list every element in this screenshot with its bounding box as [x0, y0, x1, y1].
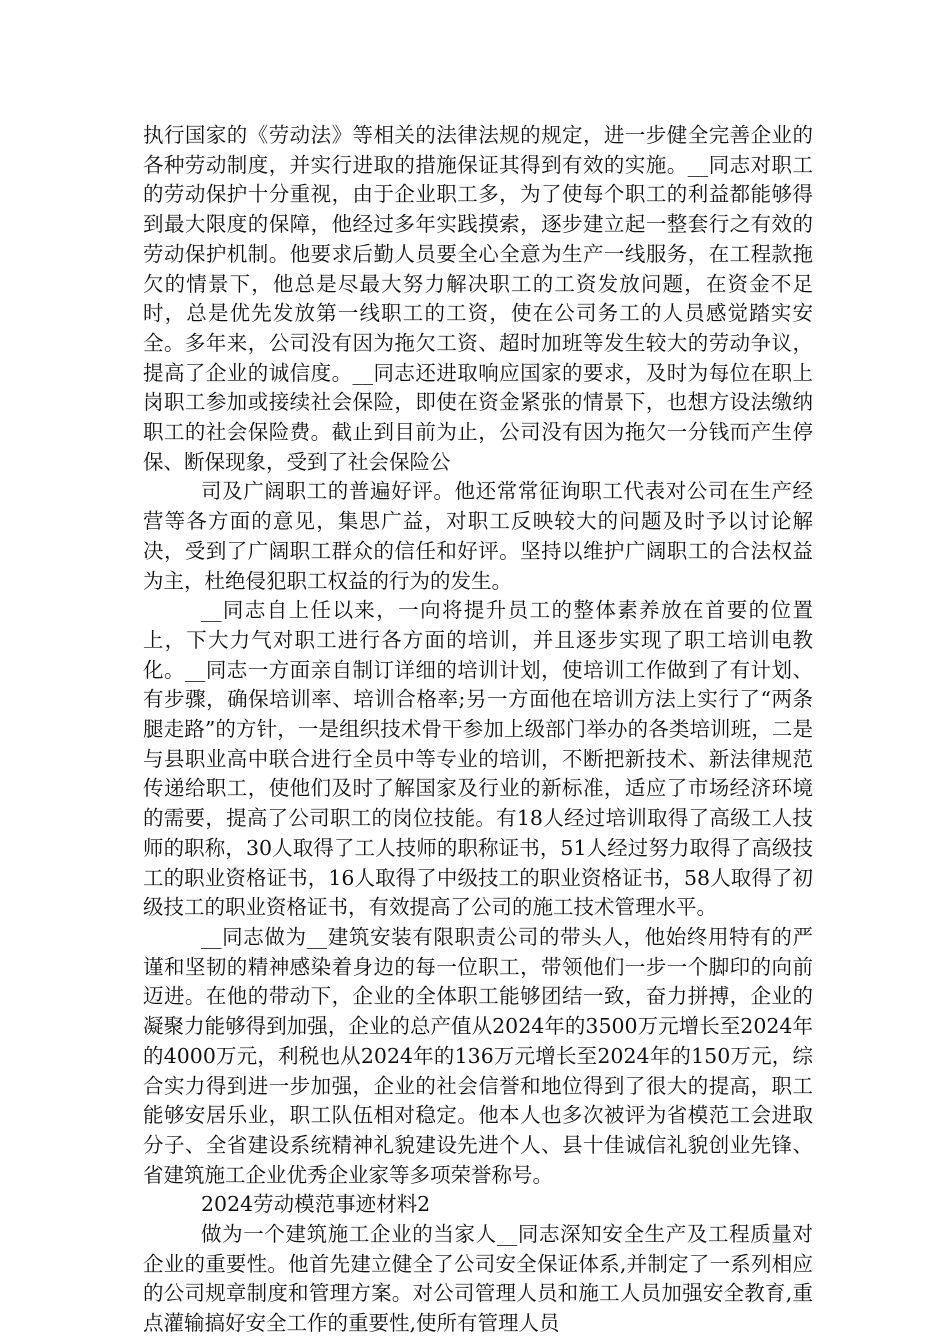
paragraph-5: 做为一个建筑施工企业的当家人__同志深知安全生产及工程质量对企业的重要性。他首先建立健全了公司安全保证体系,并制定了一系列相应的公司规章制度和管理方案。对公司管理人员和施工人员加强安全教育,重点灌输搞好安全工作的重要性,使所有管理人员 [143, 1222, 813, 1336]
paragraph-1: 执行国家的《劳动法》等相关的法律法规的规定，进一步健全完善企业的各种劳动制度，并实行进取的措施保证其得到有效的实施。__同志对职工的劳动保护十分重视，由于企业职工多，为了使每个职工的利益都能够得到最大限度的保障，他经过多年实践摸索，逐步建立起一整套行之有效的劳动保护机制。他要求后勤人员要全心全意为生产一线服务，在工程款拖欠的情景下，他总是尽最大努力解决职工的工资发放问题，在资金不足时，总是优先发放第一线职工的工资，使在公司务工的人员感觉踏实安全。多年来，公司没有因为拖欠工资、超时加班等发生较大的劳动争议，提高了企业的诚信度。__同志还进取响应国家的要求，及时为每位在职上岗职工参加或接续社会保险，即使在资金紧张的情景下，也想方设法缴纳职工的社会保险费。截止到目前为止，公司没有因为拖欠一分钱而产生停保、断保现象，受到了社会保险公 [143, 123, 813, 474]
paragraph-4: __同志做为__建筑安装有限职责公司的带头人，他始终用特有的严谨和坚韧的精神感染着身边的每一位职工，带领他们一步一个脚印的向前迈进。在他的带动下，企业的全体职工能够团结一致，奋力拼搏，企业的凝聚力能够得到加强，企业的总产值从2024年的3500万元增长至2024年的4000万元，利税也从2024年的136万元增长至2024年的150万元，综合实力得到进一步加强，企业的社会信誉和地位得到了很大的提高，职工能够安居乐业，职工队伍相对稳定。他本人也多次被评为省模范工会进取分子、全省建设系统精神礼貌建设先进个人、县十佳诚信礼貌创业先锋、省建筑施工企业优秀企业家等多项荣誉称号。 [143, 924, 813, 1187]
paragraph-2: 司及广阔职工的普遍好评。他还常常征询职工代表对公司在生产经营等各方面的意见，集思广益，对职工反映较大的问题及时予以讨论解决，受到了广阔职工群众的信任和好评。坚持以维护广阔职工的合法权益为主，杜绝侵犯职工权益的行为的发生。 [143, 479, 813, 593]
document-body [143, 121, 813, 1339]
section-heading: 2024劳动模范事迹材料2 [201, 1192, 431, 1217]
paragraph-3: __同志自上任以来，一向将提升员工的整体素养放在首要的位置上，下大力气对职工进行各方面的培训，并且逐步实现了职工培训电教化。__同志一方面亲自制订详细的培训计划，使培训工作做到了有计划、有步骤，确保培训率、培训合格率;另一方面他在培训方法上实行了“两条腿走路”的方针，一是组织技术骨干参加上级部门举办的各类培训班，二是与县职业高中联合进行全员中等专业的培训，不断把新技术、新法律规范传递给职工，使他们及时了解国家及行业的新标准，适应了市场经济环境的需要，提高了公司职工的岗位技能。有18人经过培训取得了高级工人技师的职称，30人取得了工人技师的职称证书，51人经过努力取得了高级技工的职业资格证书，16人取得了中级技工的职业资格证书，58人取得了初级技工的职业资格证书，有效提高了公司的施工技术管理水平。 [143, 598, 813, 920]
